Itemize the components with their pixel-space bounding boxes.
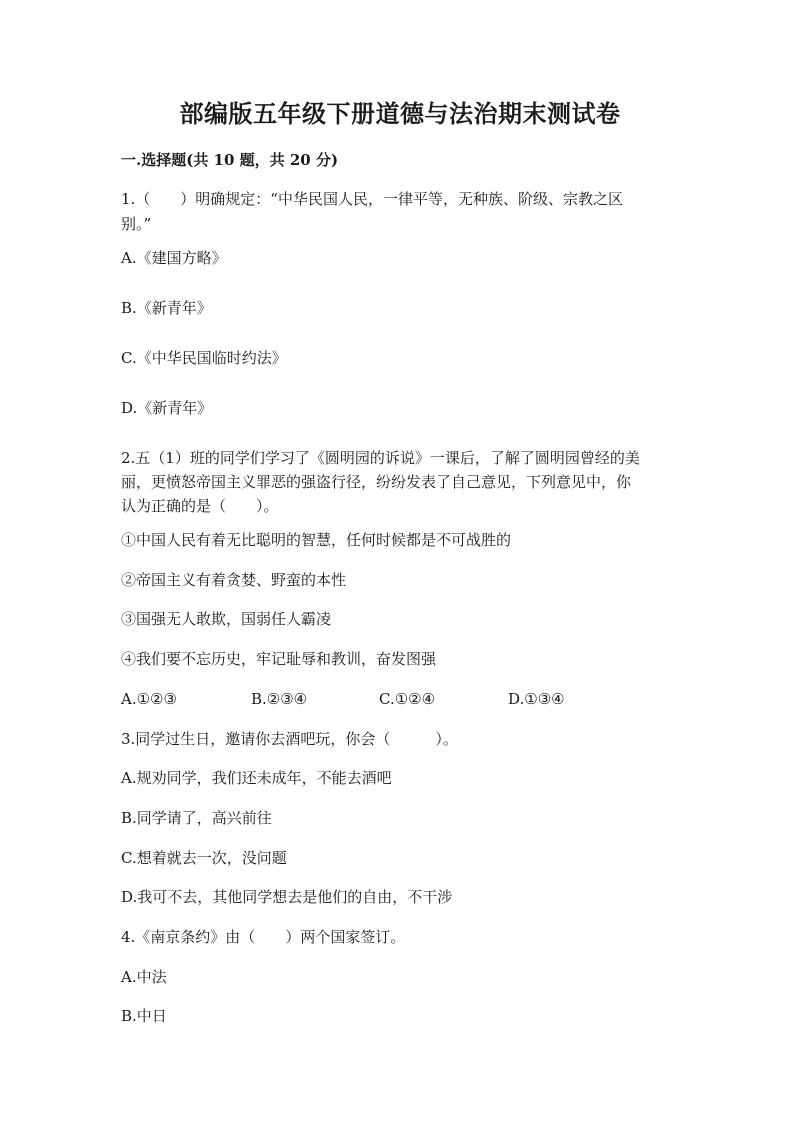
question-1-stem-line-2: 别。” bbox=[121, 215, 152, 233]
question-3-option-c: C.想着就去一次，没问题 bbox=[121, 849, 287, 867]
question-2-statement-3: ③国强无人敢欺，国弱任人霸凌 bbox=[121, 610, 332, 628]
question-1-stem-line-1: 1.（ ）明确规定：“中华民国人民，一律平等，无种族、阶级、宗教之区 bbox=[121, 190, 623, 208]
question-2-stem-line-2: 丽，更愤怒帝国主义罪恶的强盗行径，纷纷发表了自己意见，下列意见中，你 bbox=[121, 473, 632, 491]
question-4-stem: 4.《南京条约》由（ ）两个国家签订。 bbox=[121, 928, 406, 946]
question-2-statement-2: ②帝国主义有着贪婪、野蛮的本性 bbox=[121, 571, 347, 589]
question-4-option-b: B.中日 bbox=[121, 1007, 167, 1025]
page-title: 部编版五年级下册道德与法治期末测试卷 bbox=[179, 99, 621, 128]
question-1-option-c: C.《中华民国临时约法》 bbox=[121, 349, 287, 367]
question-2-stem-line-3: 认为正确的是（ ）。 bbox=[121, 497, 279, 515]
question-3-option-b: B.同学请了，高兴前往 bbox=[121, 809, 272, 827]
question-3-stem: 3.同学过生日，邀请你去酒吧玩，你会（ ）。 bbox=[121, 730, 458, 748]
question-2-option-c: C.①②④ bbox=[379, 690, 436, 708]
question-3-option-d: D.我可不去，其他同学想去是他们的自由，不干涉 bbox=[121, 888, 453, 906]
question-2-option-a: A.①②③ bbox=[121, 690, 177, 708]
question-2-stem-line-1: 2.五（1）班的同学们学习了《圆明园的诉说》一课后，了解了圆明园曾经的美 bbox=[121, 449, 640, 467]
question-2-option-b: B.②③④ bbox=[251, 690, 308, 708]
question-1-option-b: B.《新青年》 bbox=[121, 299, 212, 317]
question-2-option-d: D.①③④ bbox=[508, 690, 565, 708]
question-1-option-d: D.《新青年》 bbox=[121, 399, 213, 417]
section-heading: 一.选择题(共 10 题，共 20 分) bbox=[121, 151, 339, 169]
question-2-statement-4: ④我们要不忘历史，牢记耻辱和教训，奋发图强 bbox=[121, 650, 437, 668]
question-1-option-a: A.《建国方略》 bbox=[121, 249, 227, 267]
question-2-statement-1: ①中国人民有着无比聪明的智慧，任何时候都是不可战胜的 bbox=[121, 531, 512, 549]
question-4-option-a: A.中法 bbox=[121, 968, 167, 986]
question-3-option-a: A.规劝同学，我们还未成年，不能去酒吧 bbox=[121, 769, 392, 787]
